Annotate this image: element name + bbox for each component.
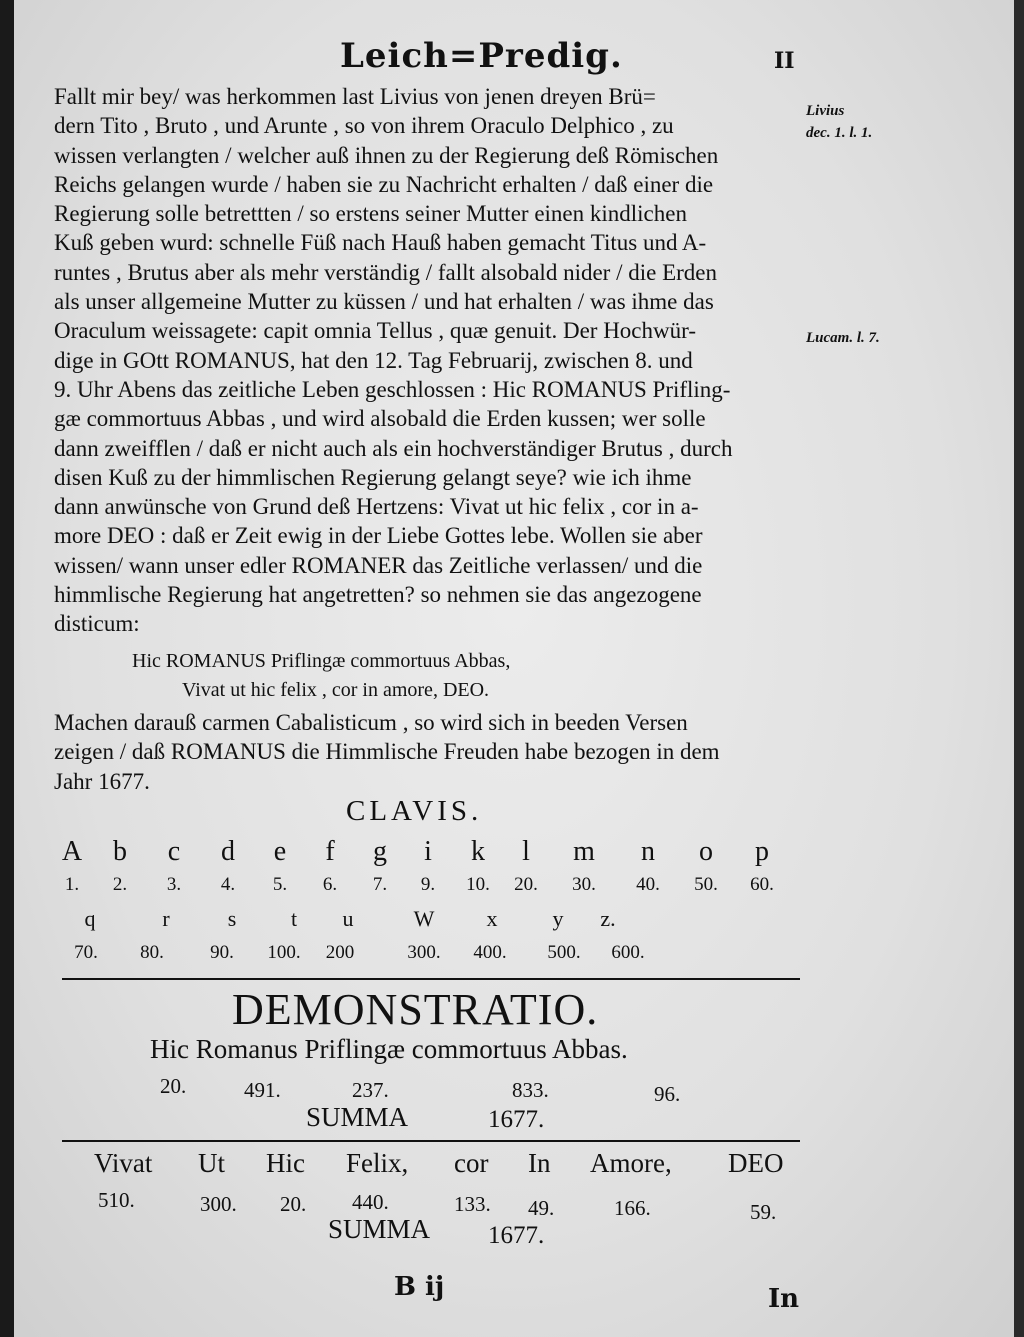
- margin-note-livius-ref: dec. 1. l. 1.: [806, 125, 873, 141]
- page-edge-left: [0, 0, 14, 1337]
- body-line: more DEO : daß er Zeit ewig in der Liebe Gottes lebe. Wollen sie aber: [54, 523, 703, 549]
- margin-note-lucam: Lucam. l. 7.: [806, 330, 880, 346]
- clavis-letter: m: [573, 836, 595, 867]
- body-line: Jahr 1677.: [54, 768, 150, 794]
- demonstratio-word: Ut: [198, 1148, 225, 1178]
- clavis-row1-values: [56, 874, 786, 902]
- clavis-letter: f: [325, 836, 335, 867]
- clavis-row1-letters: [56, 836, 786, 870]
- body-line: disticum:: [54, 611, 140, 637]
- clavis-value: 100.: [267, 942, 301, 963]
- demonstratio-value: 59.: [750, 1200, 777, 1224]
- clavis-value: 7.: [372, 874, 388, 895]
- clavis-value: 20.: [514, 874, 538, 895]
- demonstratio-value: 96.: [654, 1082, 681, 1106]
- clavis-letter: n: [641, 836, 655, 867]
- clavis-value: 60.: [750, 874, 774, 895]
- demonstratio-word: DEO: [728, 1148, 784, 1178]
- clavis-letter: p: [755, 836, 769, 867]
- demonstratio-word: Hic: [266, 1148, 305, 1178]
- demonstratio-value: 20.: [280, 1192, 307, 1216]
- body-line: Machen darauß carmen Cabalisticum , so wird sich in beeden Versen: [54, 710, 688, 735]
- clavis-letter: W: [413, 906, 435, 931]
- clavis-letter: g: [373, 836, 387, 867]
- divider-rule: [62, 1140, 800, 1142]
- summa-label-2: SUMMA: [328, 1214, 431, 1244]
- page-number: II: [774, 48, 795, 74]
- body-line: 9. Uhr Abens das zeitliche Leben geschlossen : Hic ROMANUS Prifling-: [54, 376, 731, 402]
- body-line: Kuß geben wurd: schnelle Füß nach Hauß haben gemacht Titus und A-: [54, 230, 707, 256]
- running-head: Leich=Predig.: [340, 36, 623, 76]
- body-line: wissen/ wann unser edler ROMANER das Zeitliche verlassen/ und die: [54, 552, 703, 578]
- clavis-letter: c: [167, 836, 181, 867]
- clavis-letter: l: [522, 836, 530, 867]
- demonstratio-value: 440.: [352, 1190, 389, 1214]
- clavis-letter: k: [471, 836, 485, 867]
- body-line: Regierung solle betrettten / so erstens seiner Mutter einen kindlichen: [54, 201, 687, 227]
- clavis-letter: i: [424, 836, 432, 867]
- clavis-value: 2.: [112, 874, 128, 895]
- clavis-value: 600.: [611, 942, 645, 963]
- verse-line-2: Vivat ut hic felix , cor in amore, DEO.: [182, 679, 490, 701]
- catchword: In: [768, 1284, 800, 1314]
- demonstratio-word: In: [528, 1148, 551, 1178]
- clavis-letter: o: [699, 836, 713, 867]
- clavis-value: 90.: [210, 942, 234, 963]
- body-paragraph: [54, 82, 802, 639]
- demonstratio-word: Vivat: [94, 1148, 153, 1178]
- clavis-value: 10.: [466, 874, 490, 895]
- clavis-letter: e: [273, 836, 287, 867]
- clavis-letter: t: [290, 906, 298, 931]
- clavis-value: 40.: [636, 874, 660, 895]
- clavis-value: 3.: [166, 874, 182, 895]
- clavis-letter: s: [227, 906, 237, 931]
- summa-value-2: 1677.: [488, 1222, 545, 1249]
- body-line: wissen verlangten / welcher auß ihnen zu der Regierung deß Römischen: [54, 142, 719, 168]
- demonstratio-value: 491.: [244, 1078, 281, 1102]
- page-edge-right: [1014, 0, 1024, 1337]
- clavis-letter: z.: [600, 906, 616, 931]
- divider-rule: [62, 978, 800, 980]
- clavis-value: 80.: [140, 942, 164, 963]
- demonstratio-word: Felix,: [346, 1148, 409, 1178]
- clavis-letter: A: [61, 836, 83, 867]
- body-line: dige in GOtt ROMANUS, hat den 12. Tag Februarij, zwischen 8. und: [54, 347, 693, 373]
- demonstratio-value: 833.: [512, 1078, 549, 1102]
- clavis-letter: x: [486, 906, 498, 931]
- after-verse-paragraph: [54, 708, 802, 796]
- demonstratio-word: cor: [454, 1148, 489, 1178]
- clavis-value: 9.: [420, 874, 436, 895]
- demonstratio-word: Amore,: [590, 1148, 672, 1178]
- signature-mark: B ij: [394, 1272, 445, 1302]
- body-line: dann anwünsche von Grund deß Hertzens: Vivat ut hic felix , cor in a-: [54, 494, 699, 520]
- clavis-value: 4.: [220, 874, 236, 895]
- body-line: Fallt mir bey/ was herkommen last Livius von jenen dreyen Brü=: [54, 84, 656, 109]
- demonstratio-value: 133.: [454, 1192, 491, 1216]
- demonstratio-value: 166.: [614, 1196, 651, 1220]
- body-line: himmlische Regierung hat angetretten? so nehmen sie das angezogene: [54, 582, 702, 608]
- body-line: gæ commortuus Abbas , und wird alsobald die Erden kussen; wer solle: [54, 406, 706, 432]
- clavis-row2-values: [56, 942, 786, 970]
- clavis-letter: u: [342, 906, 354, 931]
- demonstratio-value: 237.: [352, 1078, 389, 1102]
- clavis-value: 5.: [272, 874, 288, 895]
- clavis-value: 200: [325, 942, 355, 963]
- demonstratio-value: 49.: [528, 1196, 555, 1220]
- body-line: dann zweifflen / daß er nicht auch als ein hochverständiger Brutus , durch: [54, 435, 733, 461]
- clavis-letter: b: [113, 836, 127, 867]
- demonstratio-value: 510.: [98, 1188, 135, 1212]
- body-line: Oraculum weissagete: capit omnia Tellus , quæ genuit. Der Hochwür-: [54, 318, 696, 344]
- clavis-value: 50.: [694, 874, 718, 895]
- clavis-value: 300.: [407, 942, 441, 963]
- body-line: zeigen / daß ROMANUS die Himmlische Freuden habe bezogen in dem: [54, 739, 720, 765]
- clavis-value: 400.: [473, 942, 507, 963]
- demonstratio-heading: DEMONSTRATIO.: [232, 985, 599, 1034]
- clavis-value: 500.: [547, 942, 581, 963]
- body-line: Reichs gelangen wurde / haben sie zu Nachricht erhalten / daß einer die: [54, 171, 714, 197]
- body-line: disen Kuß zu der himmlischen Regierung gelangt seye? wie ich ihme: [54, 464, 692, 490]
- clavis-value: 70.: [74, 942, 98, 963]
- summa-label-1: SUMMA: [306, 1102, 409, 1132]
- body-line: dern Tito , Bruto , und Arunte , so von ihrem Oraculo Delphico , zu: [54, 113, 674, 139]
- clavis-heading: CLAVIS.: [346, 795, 483, 827]
- clavis-value: 6.: [322, 874, 338, 895]
- clavis-value: 1.: [64, 874, 80, 895]
- clavis-letter: q: [84, 906, 96, 931]
- clavis-value: 30.: [572, 874, 596, 895]
- clavis-letter: y: [552, 906, 564, 931]
- margin-note-livius: Livius: [806, 103, 845, 119]
- clavis-row2-letters: [56, 906, 786, 936]
- summa-value-1: 1677.: [488, 1106, 545, 1133]
- body-line: als unser allgemeine Mutter zu küssen / und hat erhalten / was ihme das: [54, 289, 714, 315]
- clavis-letter: r: [162, 906, 170, 931]
- demonstratio-value: 20.: [160, 1074, 187, 1098]
- clavis-letter: d: [221, 836, 235, 867]
- verse-line-1: Hic ROMANUS Priflingæ commortuus Abbas,: [132, 650, 511, 672]
- demonstratio-value: 300.: [200, 1192, 237, 1216]
- body-line: runtes , Brutus aber als mehr verständig / fallt alsobald nider / die Erden: [54, 259, 717, 285]
- demonstratio-verse-1: Hic Romanus Priflingæ commortuus Abbas.: [150, 1034, 628, 1064]
